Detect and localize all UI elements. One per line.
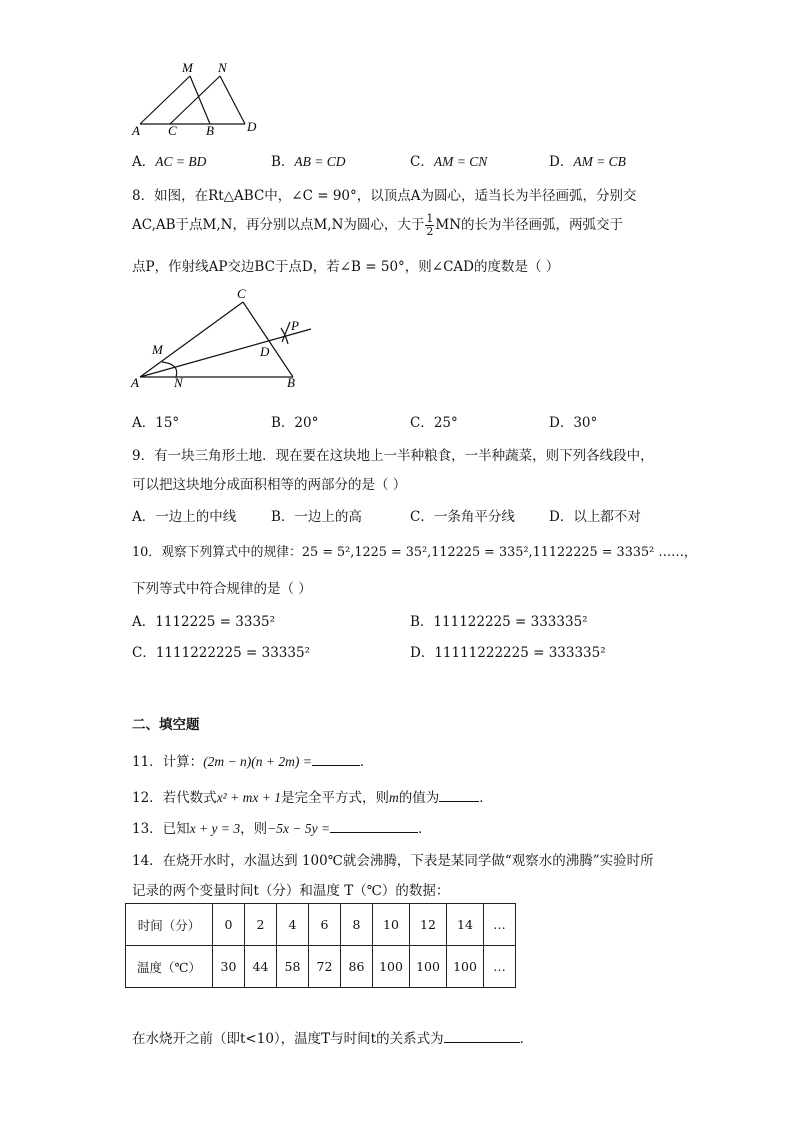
table-cell: 58: [277, 946, 309, 988]
label-M: M: [182, 60, 193, 75]
table-cell: 2: [245, 904, 277, 946]
q14-line1: 14．在烧开水时，水温达到 100℃就会沸腾，下表是某同学做“观察水的沸腾”实验时所: [132, 853, 654, 869]
table-row: [126, 946, 516, 988]
q9-option-d[interactable]: D．以上都不对: [549, 509, 641, 525]
table-cell: 86: [341, 946, 373, 988]
q8-line3: 点P，作射线AP交边BC于点D，若∠B = 50°，则∠CAD的度数是（ ）: [132, 259, 560, 275]
table-cell: 12: [410, 904, 447, 946]
q11: 11．计算：(2m − n)(n + 2m) = ．: [132, 754, 374, 770]
q14-after: 在水烧开之前（即t<10），温度T与时间t的关系式为 ．: [132, 1031, 534, 1047]
q8-option-c[interactable]: C．25°: [410, 415, 458, 431]
q8-line2a: AC,AB于点M,N，再分别以点M,N为圆心，大于: [132, 217, 425, 233]
table-cell: 44: [245, 946, 277, 988]
label-D: D: [247, 119, 257, 134]
q7-option-b[interactable]: B．AB = CD: [271, 154, 346, 170]
q7-option-a[interactable]: A．AC = BD: [132, 154, 207, 170]
label-B: B: [206, 123, 214, 138]
table-header-cell: 时间（分）: [126, 904, 213, 946]
q10-option-c[interactable]: C．1111222225 = 33335²: [132, 645, 310, 661]
label-N: N: [174, 375, 183, 390]
table-cell: 100: [373, 946, 410, 988]
q9-option-b[interactable]: B．一边上的高: [271, 509, 362, 525]
data-table: [125, 903, 516, 988]
q9-line2: 可以把这块地分成面积相等的两部分的是（ ）: [132, 477, 407, 493]
q9-line1: 9．有一块三角形土地．现在要在这块地上一半种粮食，一半种蔬菜，则下列各线段中，: [132, 448, 654, 464]
table-cell: 30: [213, 946, 245, 988]
fraction-one-half: $\frac{1}{2}$: [426, 212, 434, 238]
table-row: [126, 904, 516, 946]
label-A: A: [131, 375, 139, 390]
label-D: D: [260, 344, 270, 359]
q8-line2b: MN的长为半径画弧，两弧交于: [435, 217, 624, 233]
q8-option-b[interactable]: B．20°: [271, 415, 319, 431]
q12-answer-blank[interactable]: [439, 789, 479, 802]
table-cell: 10: [373, 904, 410, 946]
label-M: M: [152, 342, 163, 357]
q8-line1: 8．如图，在Rt△ABC中，∠C = 90°，以顶点A为圆心，适当长为半径画弧，分别交: [132, 188, 637, 204]
table-cell: 6: [309, 904, 341, 946]
q11-answer-blank[interactable]: [312, 753, 360, 766]
figure-q7: [128, 60, 268, 140]
table-header-cell: 温度（℃）: [126, 946, 213, 988]
label-B: B: [287, 375, 295, 390]
table-cell: 0: [213, 904, 245, 946]
table-cell: 100: [410, 946, 447, 988]
table-cell: 72: [309, 946, 341, 988]
table-cell: …: [484, 946, 516, 988]
table-cell: 4: [277, 904, 309, 946]
table-cell: 8: [341, 904, 373, 946]
label-A: A: [132, 123, 140, 138]
label-C: C: [168, 123, 177, 138]
q14-line2: 记录的两个变量时间t（分）和温度 T（℃）的数据：: [132, 883, 450, 899]
table-cell: …: [484, 904, 516, 946]
q10-option-d[interactable]: D．11111222225 = 333335²: [410, 645, 606, 661]
q9-option-a[interactable]: A．一边上的中线: [132, 509, 237, 525]
q13-answer-blank[interactable]: [330, 820, 418, 833]
table-cell: 100: [447, 946, 484, 988]
q14-answer-blank[interactable]: [444, 1030, 520, 1043]
q10-option-a[interactable]: A．1112225 = 3335²: [132, 614, 276, 630]
q12: 12．若代数式x² + mx + 1是完全平方式，则m的值为 ．: [132, 790, 493, 806]
q8-line2: [132, 213, 623, 238]
q10-line1: 10．观察下列算式中的规律：25 = 5²,1225 = 35²,112225 = 335²,11122225 = 3335² ……，: [132, 545, 697, 560]
q10-line2: 下列等式中符合规律的是（ ）: [132, 581, 312, 597]
q9-option-c[interactable]: C．一条角平分线: [410, 509, 515, 525]
q8-option-d[interactable]: D．30°: [549, 415, 598, 431]
q10-option-b[interactable]: B．111122225 = 333335²: [410, 614, 588, 630]
label-N: N: [218, 60, 227, 75]
q8-option-a[interactable]: A．15°: [132, 415, 180, 431]
q13: 13．已知x + y = 3，则−5x − 5y = ．: [132, 821, 432, 837]
label-P: P: [291, 318, 299, 333]
label-C: C: [237, 286, 246, 301]
section-title: 二、填空题: [132, 717, 200, 733]
figure-q8: [128, 284, 328, 394]
q7-option-c[interactable]: C．AM = CN: [410, 154, 488, 170]
q7-option-d[interactable]: D．AM = CB: [549, 154, 626, 170]
table-cell: 14: [447, 904, 484, 946]
